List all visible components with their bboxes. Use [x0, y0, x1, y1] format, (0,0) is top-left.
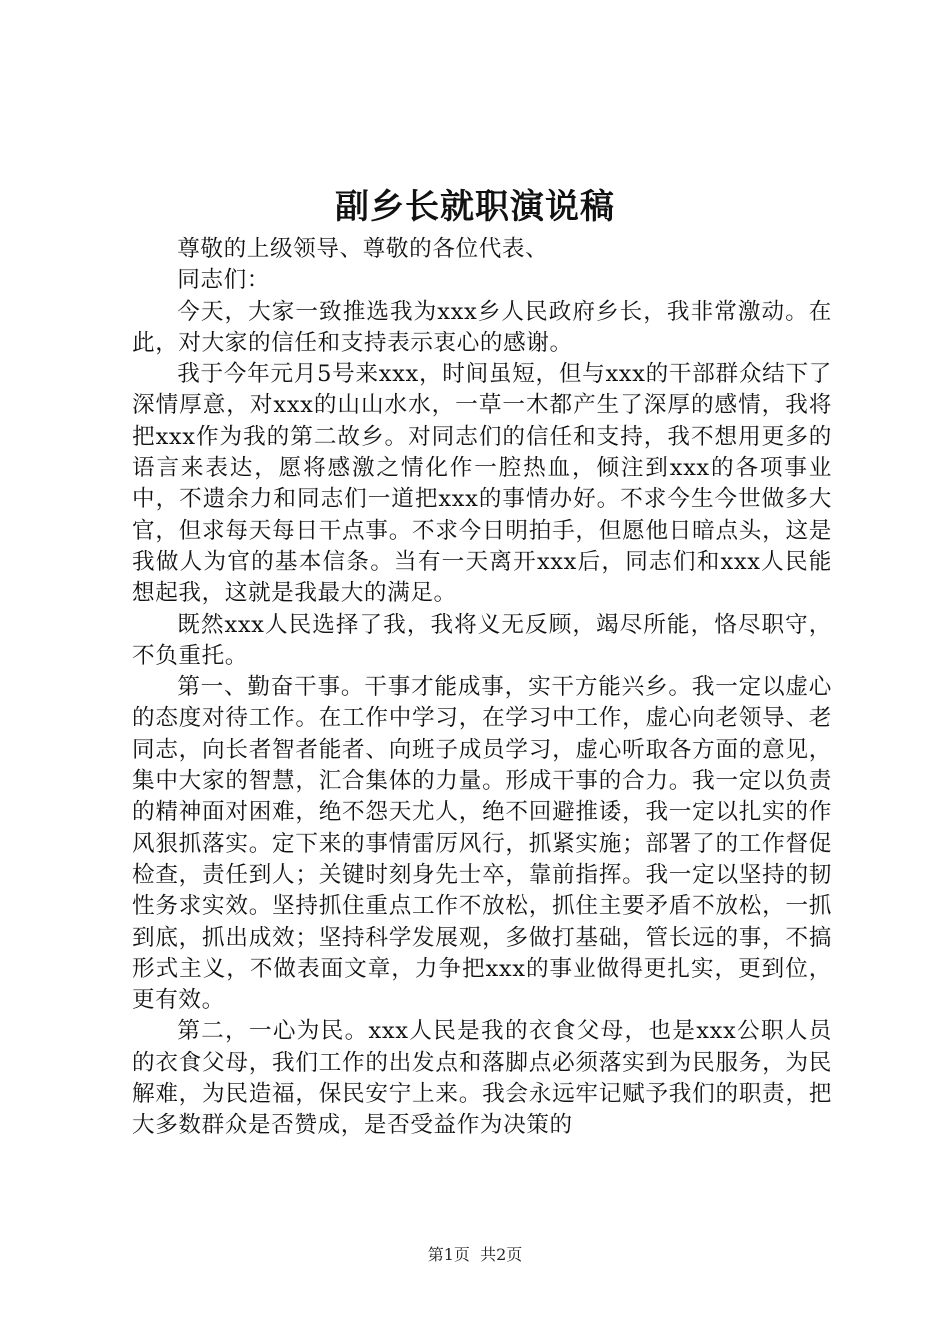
document-title: 副乡长就职演说稿: [335, 187, 615, 227]
paragraph-commitment: 既然xxx人民选择了我，我将义无反顾，竭尽所能，恪尽职守，不负重托。: [132, 611, 832, 669]
paragraph-point-two: 第二，一心为民。xxx人民是我的衣食父母，也是xxx公职人员的衣食父母，我们工作的出发点和落脚点必须落实到为民服务，为民解难，为民造福，保民安宁上来。我会永远牢记赋予我们的职责，把大多数群众是否赞成，是否受益作为决策的: [132, 1018, 832, 1139]
paragraph-intro: 今天，大家一致推选我为xxx乡人民政府乡长，我非常激动。在此，对大家的信任和支持表示衷心的感谢。: [132, 298, 832, 356]
page-footer: [0, 1243, 950, 1267]
salutation-line-2: 同志们：: [177, 267, 270, 294]
salutation-line-1: 尊敬的上级领导、尊敬的各位代表、: [177, 236, 549, 262]
page-total: 共2页: [480, 1245, 523, 1264]
paragraph-point-one: 第一、勤奋干事。干事才能成事，实干方能兴乡。我一定以虚心的态度对待工作。在工作中学习，在学习中工作，虚心向老领导、老同志，向长者智者能者、向班子成员学习，虚心听取各方面的意见，集中大家的智慧，汇合集体的力量。形成干事的合力。我一定以负责的精神面对困难，绝不怨天尤人，绝不回避推诿，我一定以扎实的作风狠抓落实。定下来的事情雷厉风行，抓紧实施；部署了的工作督促检查，责任到人；关键时刻身先士卒，靠前指挥。我一定以坚持的韧性务求实效。坚持抓住重点工作不放松，抓住主要矛盾不放松，一抓到底，抓出成效；坚持科学发展观，多做打基础，管长远的事，不搞形式主义，不做表面文章，力争把xxx的事业做得更扎实，更到位，更有效。: [132, 674, 832, 1014]
paragraph-feelings: 我于今年元月5号来xxx，时间虽短，但与xxx的干部群众结下了深情厚意，对xxx的山山水水，一草一木都产生了深厚的感情，我将把xxx作为我的第二故乡。对同志们的信任和支持，我不想用更多的语言来表达，愿将感激之情化作一腔热血，倾注到xxx的各项事业中，不遗余力和同志们一道把xxx的事情办好。不求今生今世做多大官，但求每天每日干点事。不求今日明拍手，但愿他日暗点头，这是我做人为官的基本信条。当有一天离开xxx后，同志们和xxx人民能想起我，这就是我最大的满足。: [132, 361, 832, 607]
page-number: 第1页: [427, 1245, 470, 1264]
document-body: [132, 234, 832, 1142]
